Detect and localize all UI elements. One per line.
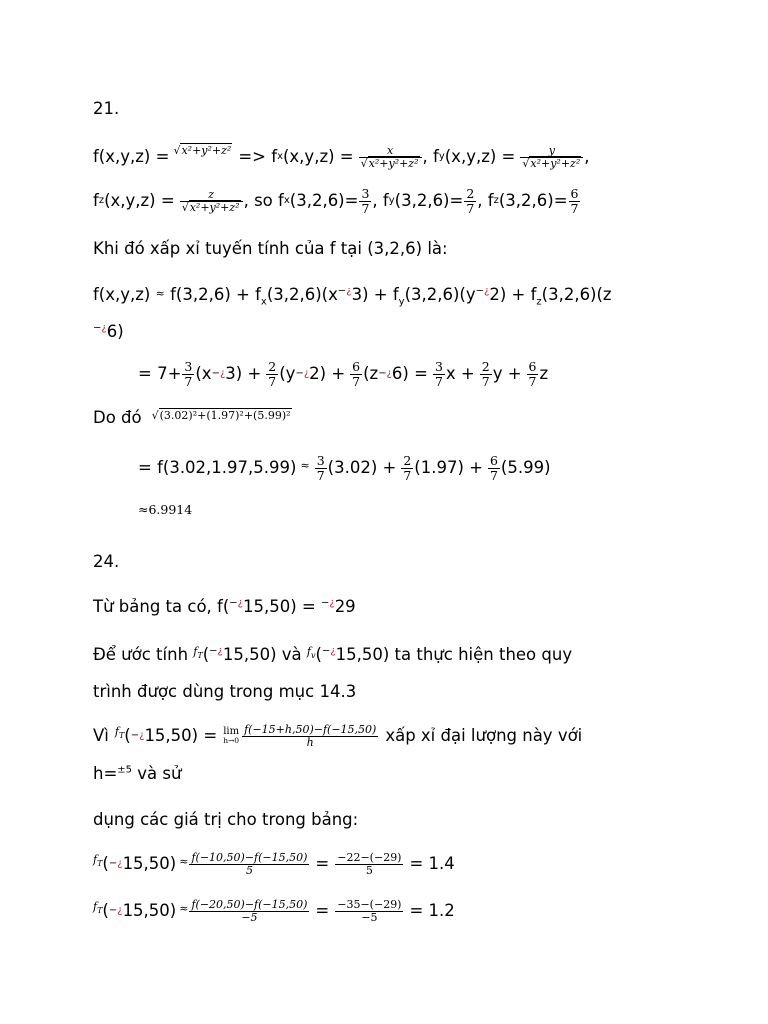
since-line: Vì $f_T$ ( − ¿ 15,50) = lim h→0 $\frac{f(-15+h,50)-f(-15,50)}{h}$ xấp xỉ đại lượng này với (93, 722, 583, 749)
approximation-line-cont: −¿6) (93, 322, 124, 341)
problem-24-number: 24. (93, 552, 120, 571)
evaluation-line: = f(3.02,1.97,5.99) ≈ $\frac{3}{7}$ (3.02) + $\frac{2}{7}$ (1.97) + $\frac{6}{7}$ (5.99) (138, 453, 551, 483)
limit-fraction: $\frac{f(-15+h,50)-f(-15,50)}{h}$ (244, 722, 377, 749)
estimate-1-line: $f_T$ ( − ¿ 15,50) ≈ $\frac{f(-10,50)-f(-15,50)}{5}$ = $\frac{-22-(-29)}{5}$ = 1.4 (93, 850, 455, 877)
do-do-line: Do đó √(3.02)²+(1.97)²+(5.99)² (93, 408, 291, 427)
sqrt-values: √(3.02)²+(1.97)²+(5.99)² (151, 408, 291, 422)
result-value: ≈6.9914 (138, 502, 193, 517)
fx-fraction: $\frac{x}{\text{√x²+y²+z²}}$ (359, 145, 422, 169)
approximation-line: $f(x,y,z) \approx f(3,2,6) + f_x(3,2,6)(x^{-¿}3) + f_y(3,2,6)(y^{-¿}2) + f_z(3,2,6)(z$ (93, 285, 612, 308)
linear-equation-line: = 7+ $\frac{3}{7}$ (x − ¿ 3) + $\frac{2}{7}$ (y − ¿ 2) + $\frac{6}{7}$ (z − ¿ 6) = $\frac{3}{7}$ x + $\frac{2}{7}$ y + $\frac{6}{7}$ z (138, 359, 549, 389)
fy-fraction: $\frac{y}{\text{√x²+y²+z²}}$ (520, 145, 583, 169)
estimate-2-line: $f_T$ ( − ¿ 15,50) ≈ $\frac{f(-20,50)-f(-15,50)}{-5}$ = $\frac{-35-(-29)}{-5}$ = 1.2 (93, 897, 455, 924)
fx-value-fraction: $\frac{3}{7}$ (361, 186, 370, 216)
table-line: Từ bảng ta có, f(−¿15,50) = −¿29 (93, 597, 356, 616)
sqrt-expression: √x²+y²+z² (173, 143, 232, 157)
fy-value-fraction: $\frac{2}{7}$ (466, 186, 475, 216)
problem-21-line-2: f z (x,y,z) = $\frac{z}{\text{√x²+y²+z²}}$ , so f x (3,2,6)= $\frac{3}{7}$ , f y (3,2,6)= $\frac{2}{7}$ , f z (3,2,6)= $\frac{6}{7}$ (93, 186, 579, 216)
problem-21-number: 21. (93, 99, 120, 118)
fz-fraction: $\frac{z}{\text{√x²+y²+z²}}$ (180, 189, 243, 213)
linearization-intro: Khi đó xấp xỉ tuyến tính của f tại (3,2,6) là: (93, 239, 448, 258)
procedure-line: trình được dùng trong mục 14.3 (93, 682, 357, 701)
problem-21-line-1: f(x,y,z) = √x²+y²+z² => f x (x,y,z) = $\frac{x}{\text{√x²+y²+z²}}$ , f y (x,y,z) = $\frac{y}{\text{√x²+y²+z²}}$ , (93, 143, 590, 170)
use-values-line: dụng các giá trị cho trong bảng: (93, 810, 359, 829)
f-definition: f(x,y,z) = (93, 146, 170, 166)
h-line: h=$^{\pm 5}$ và sử (93, 764, 182, 783)
limit-operator: lim h→0 (223, 726, 240, 746)
estimate-line: Để ước tính $^{f_T}$(−¿15,50) và $^{f_v}$(−¿15,50) ta thực hiện theo quy (93, 645, 573, 664)
fz-value-fraction: $\frac{6}{7}$ (570, 186, 579, 216)
